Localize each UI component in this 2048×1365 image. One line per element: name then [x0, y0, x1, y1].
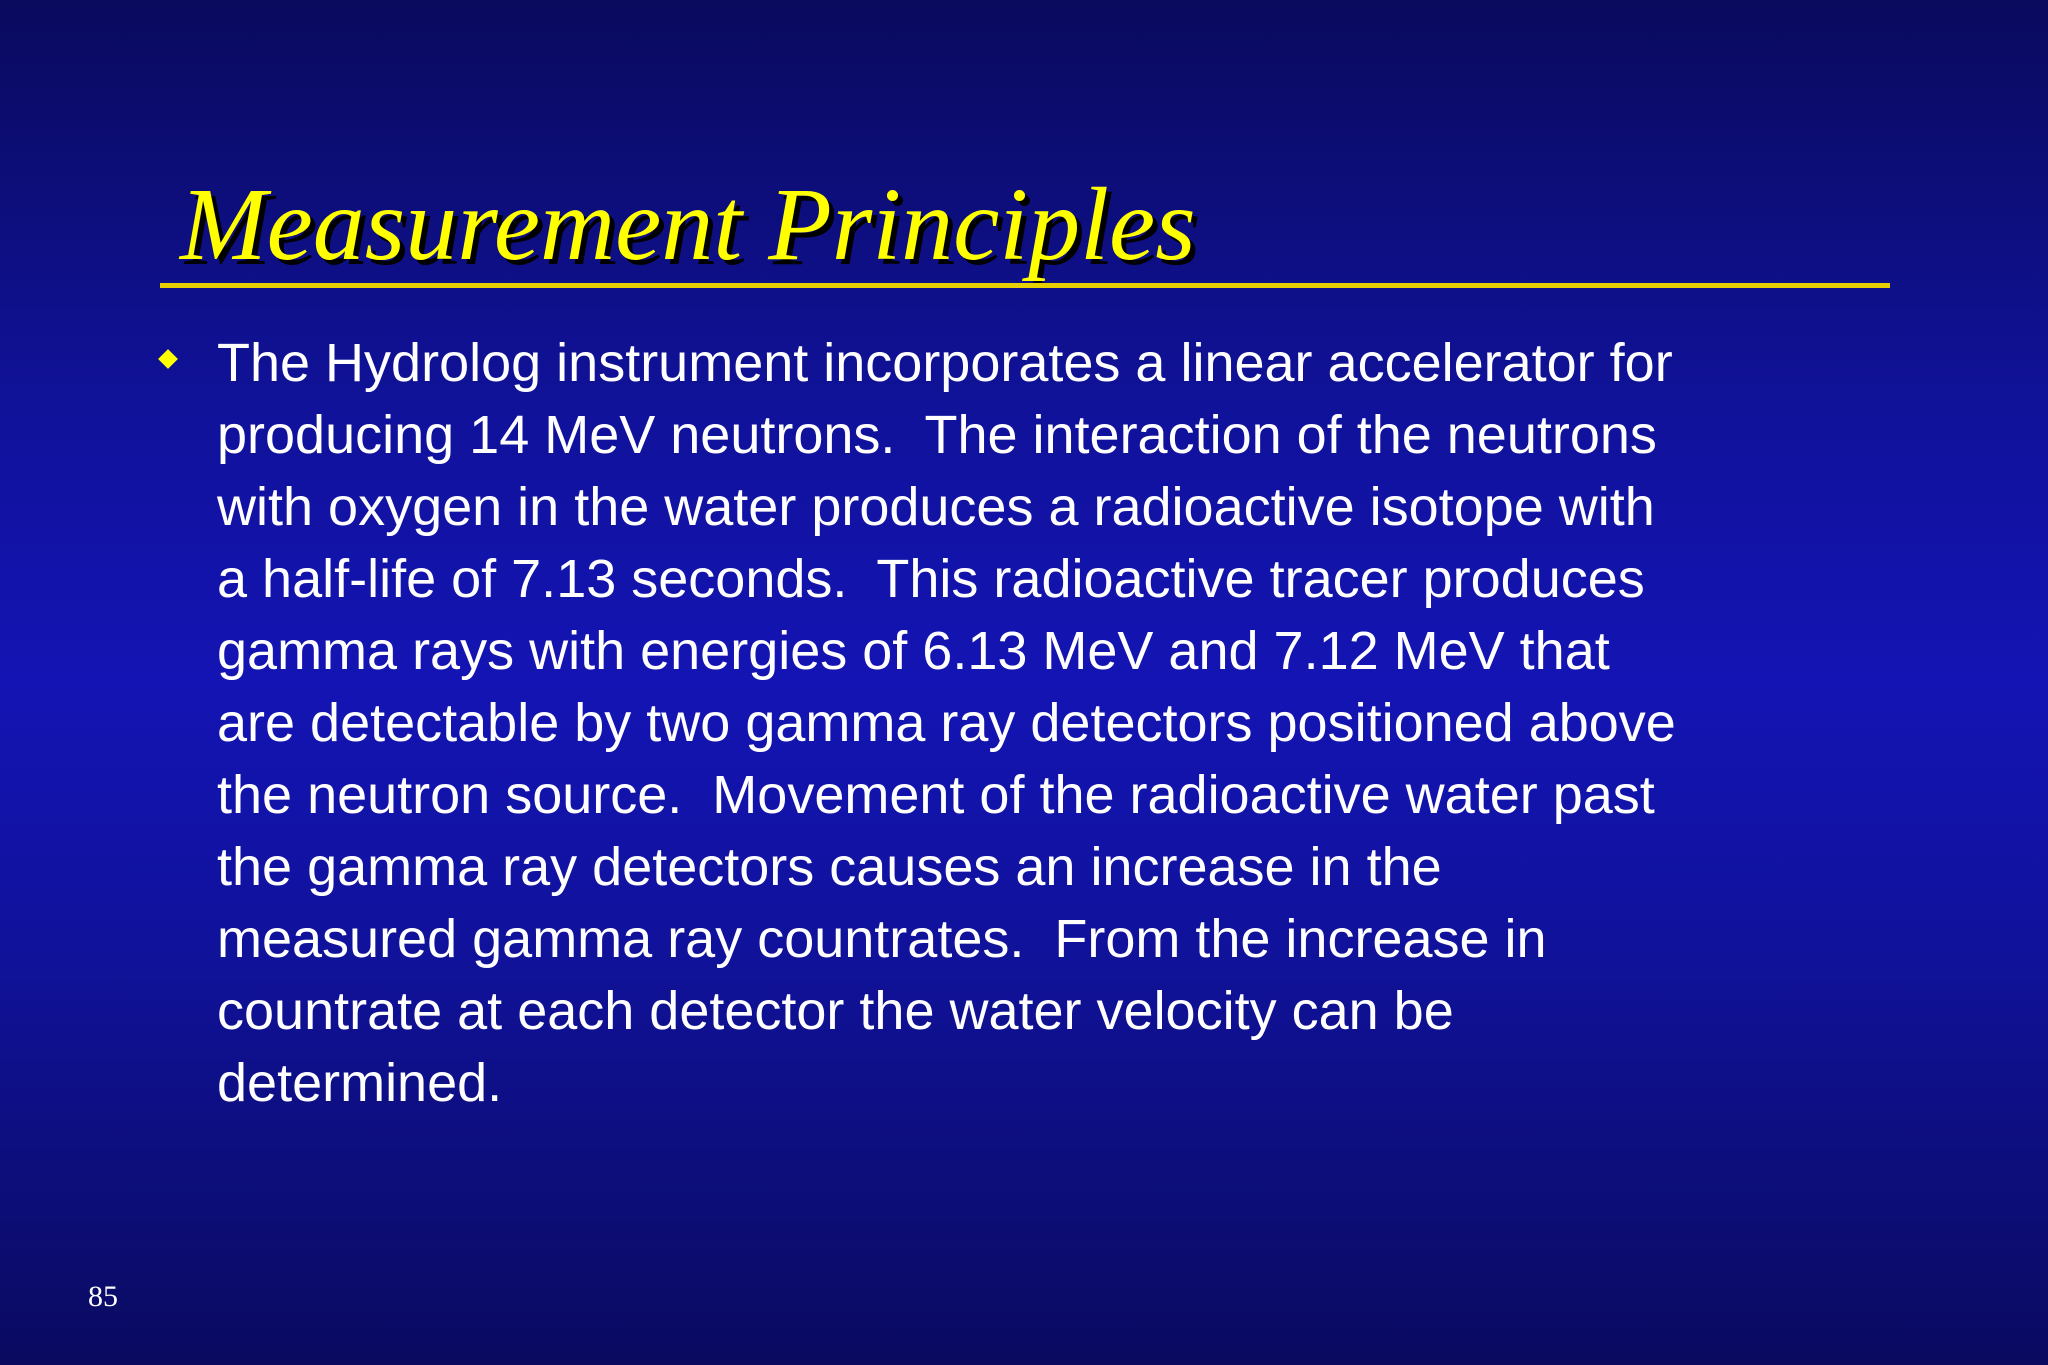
bullet-line: countrate at each detector the water velocity can be — [217, 981, 1454, 1041]
bullet-paragraph — [217, 327, 1897, 1119]
title-underline — [160, 283, 1890, 288]
bullet-line: determined. — [217, 1053, 503, 1113]
bullet-line: the neutron source. Movement of the radioactive water past — [217, 765, 1655, 825]
bullet-line: gamma rays with energies of 6.13 MeV and 7.12 MeV that — [217, 621, 1610, 681]
bullet-line: measured gamma ray countrates. From the increase in — [217, 909, 1547, 969]
bullet-line: with oxygen in the water produces a radioactive isotope with — [217, 477, 1655, 537]
page-number: 85 — [88, 1280, 118, 1313]
bullet-line: are detectable by two gamma ray detectors positioned above — [217, 693, 1676, 753]
bullet-line: the gamma ray detectors causes an increase in the — [217, 837, 1442, 897]
bullet-line: producing 14 MeV neutrons. The interaction of the neutrons — [217, 405, 1657, 465]
slide-title: Measurement Principles — [180, 167, 1196, 282]
diamond-bullet-icon — [158, 349, 178, 369]
bullet-line: The Hydrolog instrument incorporates a linear accelerator for — [217, 333, 1673, 393]
bullet-line: a half-life of 7.13 seconds. This radioactive tracer produces — [217, 549, 1645, 609]
